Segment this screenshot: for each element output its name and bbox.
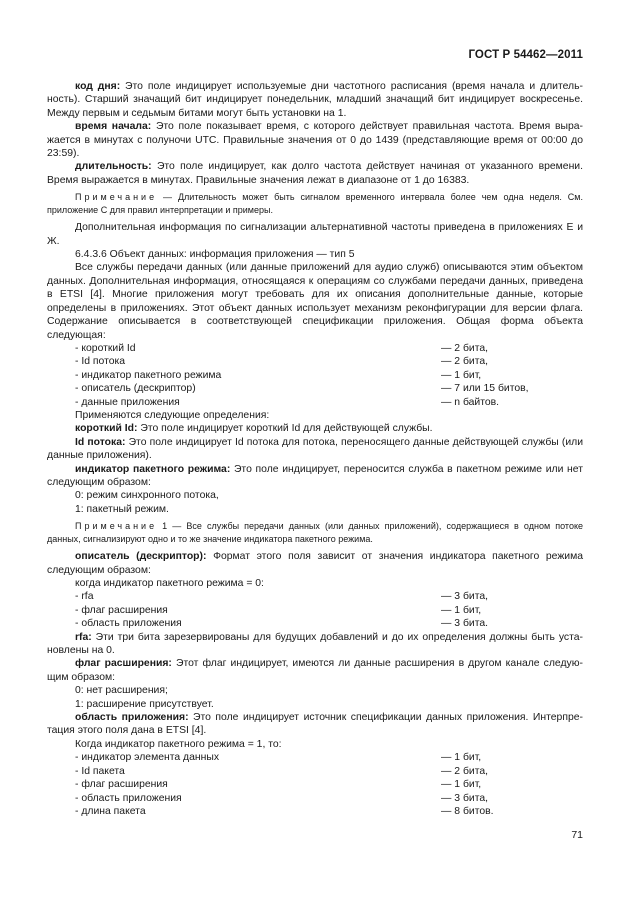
term: rfa: [75, 631, 92, 643]
item-value: — 8 битов. [441, 805, 494, 817]
item-label: - флаг расширения [75, 604, 168, 616]
descriptor-intro: когда индикатор пакетного режима = 0: [75, 578, 264, 589]
list-item [47, 765, 583, 778]
list-item: 1: пакетный режим. [75, 503, 169, 515]
text: Это поле индицирует короткий Id для действующей службы. [137, 423, 433, 435]
text: Это поле показывает время, с которого действует правильная частота. Время выражается в минутах с полуночи UTC. Правильные значения от 0 до 1439 (представляющие время от 00:00 до 23:59). [47, 121, 583, 160]
item-value: — 1 бит, [441, 752, 482, 764]
item-value: — 1 бит, [441, 369, 482, 381]
item-value: — 1 бит, [441, 604, 482, 616]
item-value: — 2 бита, [441, 356, 489, 368]
note-packet-mode [47, 520, 583, 545]
term: код дня: [75, 81, 121, 92]
list-item [47, 369, 583, 382]
term: короткий Id: [75, 423, 138, 435]
paragraph-application-domain [47, 711, 583, 738]
text: Это поле индицирует Id потока для потока, переносящего данные действующей службы (или данные приложения). [47, 436, 583, 462]
descriptor-mode1-intro: Когда индикатор пакетного режима = 1, то: [75, 738, 282, 750]
note-label: Примечание [75, 192, 158, 203]
note-text: — Длительность может быть сигналом временного интервала более чем одна неделя. См. приложение С для правил интерпретации и примеры. [47, 192, 583, 215]
term: время начала: [75, 121, 152, 133]
item-label: - описатель (дескриптор) [75, 383, 196, 395]
item-value: — 3 бита, [441, 792, 489, 804]
document-header: ГОСТ Р 54462—2011 [468, 49, 583, 61]
text: Это поле индицирует источник спецификации данных приложения. Интерпретация этого поля дана в ETSI [4]. [47, 712, 583, 737]
item-label: - данные приложения [75, 396, 180, 408]
term: Id потока: [75, 436, 126, 448]
item-value: — 2 бита, [441, 342, 489, 354]
item-label: - rfa [75, 591, 94, 603]
list-item: 0: режим синхронного потока, [75, 490, 219, 502]
item-label: - Id пакета [75, 765, 125, 777]
object-form-list [47, 342, 583, 409]
item-label: - индикатор пакетного режима [75, 369, 222, 381]
list-item [47, 792, 583, 805]
paragraph-stream-id [47, 436, 583, 463]
item-value: — 1 бит, [441, 779, 482, 791]
item-label: - длина пакета [75, 805, 146, 817]
document-body [47, 80, 583, 818]
item-value: — 3 бита. [441, 618, 489, 630]
paragraph-short-id [47, 422, 583, 435]
list-item [47, 396, 583, 409]
list-item [47, 590, 583, 603]
paragraph-extension-flag [47, 657, 583, 684]
paragraph-rfa [47, 631, 583, 658]
item-label: - короткий Id [75, 342, 136, 354]
item-label: - область приложения [75, 792, 182, 804]
paragraph-packet-mode [47, 463, 583, 490]
section-heading: 6.4.3.6 Объект данных: информация приложения — тип 5 [75, 249, 355, 261]
item-value: — 7 или 15 битов, [441, 383, 529, 395]
item-label: - флаг расширения [75, 779, 168, 791]
item-value: — 2 бита, [441, 765, 489, 777]
list-item [47, 382, 583, 395]
paragraph-services: Все службы передачи данных (или данные приложений для аудио служб) описываются этим объектом данных. Дополнительная информация, относящаяся к операциям со службами передачи данных, приведена в ETSI [4]. Многие приложения могут требовать для их описания дополнительные данные, которые определены в приложениях. Этот объект данных использует механизм реконфигурации для версии флага. Содержание описывается в соответствующей спецификации приложения. Общая форма объекта следующая: [47, 262, 583, 341]
text: Формат этого поля зависит от значения индикатора пакетного режима следующим образом: [47, 551, 583, 576]
item-label: - индикатор элемента данных [75, 752, 220, 764]
item-value: — n байтов. [441, 396, 500, 408]
text: Это поле индицирует используемые дни частотного расписания (время начала и длительность). Старший значащий бит индицирует понедельник, младший значащий бит индицирует воскресенье. Между первым и седьмым битами могут быть установки на 1. [47, 81, 583, 119]
note-text: 1 — Все службы передачи данных (или данных приложений), содержащиеся в одном потоке данных, сигнализируют одно и то же значение индикатора пакетного режима. [47, 521, 583, 544]
list-item [47, 778, 583, 791]
list-item [47, 751, 583, 764]
paragraph-day-code [47, 80, 583, 120]
paragraph-additional-info: Дополнительная информация по сигнализации альтернативной частоты приведена в приложениях Е и Ж. [47, 222, 583, 247]
paragraph-descriptor [47, 550, 583, 577]
text: Это поле индицирует, переносится служба в пакетном режиме или нет следующим образом: [47, 463, 583, 488]
term: область приложения: [75, 712, 189, 724]
paragraph-definitions: Применяются следующие определения: [75, 409, 270, 421]
list-item [47, 805, 583, 818]
descriptor-mode0-list [47, 590, 583, 630]
list-item: 0: нет расширения; [75, 685, 168, 697]
term: длительность: [75, 161, 152, 173]
text: Это поле индицирует, как долго частота действует начиная от указанного времени. Время выражается в минутах. Правильные значения лежат в диапазоне от 1 до 16383. [47, 161, 583, 186]
item-label: - Id потока [75, 356, 126, 368]
term: индикатор пакетного режима: [75, 463, 231, 475]
paragraph-start-time [47, 120, 583, 160]
term: описатель (дескриптор): [75, 551, 207, 563]
note-duration [47, 191, 583, 216]
text: Этот флаг индицирует, имеются ли данные расширения в другом канале следующим образом: [47, 658, 583, 683]
list-item: 1: расширение присутствует. [75, 698, 214, 710]
note-label: Примечание [75, 521, 158, 532]
list-item [47, 355, 583, 368]
item-label: - область приложения [75, 618, 182, 630]
item-value: — 3 бита, [441, 591, 489, 603]
paragraph-duration [47, 160, 583, 187]
descriptor-mode1-list [47, 751, 583, 818]
term: флаг расширения: [75, 658, 172, 670]
list-item [47, 617, 583, 630]
text: Эти три бита зарезервированы для будущих добавлений и до их определения должны быть установлены на 0. [47, 631, 583, 657]
list-item [47, 342, 583, 355]
list-item [47, 604, 583, 617]
page-number: 71 [571, 829, 583, 841]
